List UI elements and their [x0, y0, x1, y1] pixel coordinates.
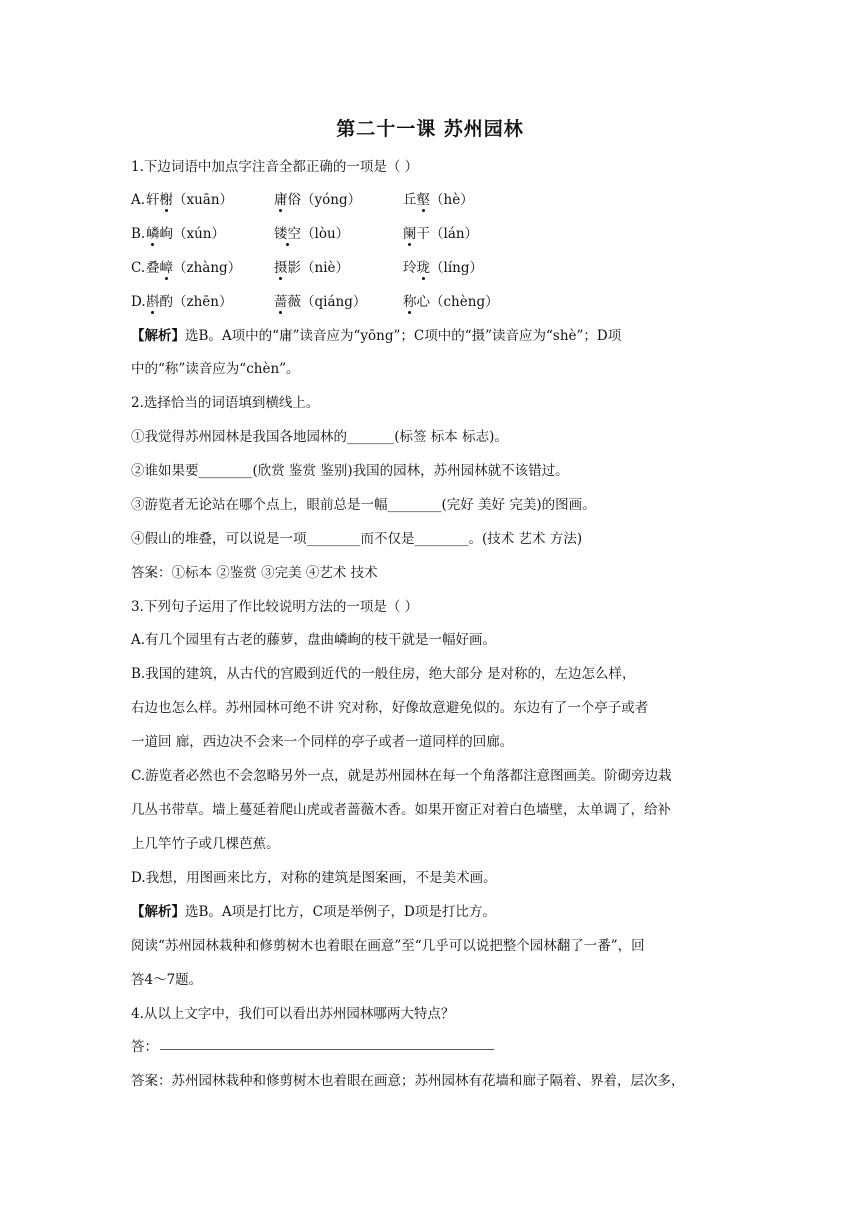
dotted-char: 珑: [416, 260, 430, 276]
option-word: 轩榭（xuān）: [146, 192, 234, 208]
q1-analysis-line-2: 中的“称”读音应为“chèn”。: [131, 361, 300, 377]
option-word: 斟酌（zhēn）: [146, 294, 233, 310]
dotted-char: 阑: [403, 226, 417, 242]
q3-option-b-line-1: B.我国的建筑，从古代的宫殿到近代的一般住房，绝大部分 是对称的，左边怎么样，: [131, 666, 636, 682]
q3-option-c-line-2: 几丛书带草。墙上蔓延着爬山虎或者蔷薇木香。如果开窗正对着白色墙壁，太单调了，给补: [131, 802, 671, 818]
q2-answer: 答案：①标本 ②鉴赏 ③完美 ④艺术 技术: [131, 565, 378, 581]
q3-option-a: A.有几个园里有古老的藤萝，盘曲嶙峋的枝干就是一幅好画。: [131, 632, 497, 648]
dotted-char: 壑: [416, 192, 430, 208]
q2-sentence-4: ④假山的堆叠，可以说是一项________而不仅是________。(技术 艺术 方法): [131, 531, 583, 547]
option-word: 镂空（lòu）: [274, 226, 350, 242]
option-label: D.: [131, 294, 146, 310]
q3-analysis: [131, 902, 496, 922]
option-word: 嶙峋（xún）: [146, 226, 226, 242]
q4-stem: 4.从以上文字中，我们可以看出苏州园林哪两大特点？: [131, 1006, 455, 1022]
q1-stem: 1.下边词语中加点字注音全都正确的一项是（ ）: [131, 159, 419, 175]
q4-answer-prompt: 答：: [131, 1039, 158, 1055]
option-label: A.: [131, 192, 146, 208]
analysis-text: 选B。A项中的“庸”读音应为“yōng”；C项中的“摄”读音应为“shè”；D项: [185, 328, 622, 344]
q2-stem: 2.选择恰当的词语填到横线上。: [131, 395, 320, 411]
option-label: B.: [131, 226, 146, 242]
option-word: 蔷薇（qiáng）: [274, 294, 367, 310]
dotted-char: 称: [403, 294, 417, 310]
option-word: 摄影（niè）: [274, 260, 350, 276]
q3-stem: 3.下列句子运用了作比较说明方法的一项是（ ）: [131, 599, 419, 615]
q2-sentence-1: ①我觉得苏州园林是我国各地园林的_______(标签 标本 标志)。: [131, 429, 508, 445]
option-word: 庸俗（yóng）: [274, 192, 362, 208]
page-title: 第二十一课 苏州园林: [336, 118, 524, 140]
q1-analysis-line-1: [131, 326, 621, 346]
option-word: 叠嶂（zhàng）: [146, 260, 242, 276]
answer-blank-line: [160, 1048, 494, 1050]
dotted-char: 斟: [146, 294, 160, 310]
dotted-char: 蔷: [274, 294, 288, 310]
analysis-tag: 【解析】: [131, 904, 185, 920]
option-word: 称心（chèng）: [403, 294, 499, 310]
analysis-text: 选B。A项是打比方，C项是举例子，D项是打比方。: [185, 904, 496, 920]
reading-instruction-line-2: 答4～7题。: [131, 972, 203, 988]
dotted-char: 摄: [274, 260, 288, 276]
dotted-char: 庸: [274, 192, 288, 208]
option-word: 玲珑（líng）: [403, 260, 483, 276]
q2-sentence-2: ②谁如果要________(欣赏 鉴赏 鉴别)我国的园林，苏州园林就不该错过。: [131, 463, 569, 479]
dotted-char: 嶙: [146, 226, 160, 242]
dotted-char: 嶂: [159, 260, 173, 276]
reading-instruction-line-1: 阅读“苏州园林栽种和修剪树木也着眼在画意”至“几乎可以说把整个园林翻了一番”，回: [131, 938, 645, 954]
option-word: 丘壑（hè）: [403, 192, 474, 208]
q3-option-c-line-1: C.游览者必然也不会忽略另外一点，就是苏州园林在每一个角落都注意图画美。阶砌旁边栽: [131, 768, 672, 784]
q2-sentence-3: ③游览者无论站在哪个点上，眼前总是一幅________(完好 美好 完美)的图画。: [131, 497, 596, 513]
q4-answer: 答案：苏州园林栽种和修剪树木也着眼在画意；苏州园林有花墙和廊子隔着、界着，层次多，: [131, 1073, 685, 1089]
q3-option-b-line-2: 右边也怎么样。苏州园林可绝不讲 究对称，好像故意避免似的。东边有了一个亭子或者: [131, 700, 649, 716]
q3-option-b-line-3: 一道回 廊，西边决不会来一个同样的亭子或者一道同样的回廊。: [131, 734, 514, 750]
option-label: C.: [131, 260, 146, 276]
analysis-tag: 【解析】: [131, 328, 185, 344]
q3-option-d: D.我想，用图画来比方，对称的建筑是图案画，不是美术画。: [131, 870, 497, 886]
dotted-char: 榭: [159, 192, 173, 208]
option-word: 阑干（lán）: [403, 226, 479, 242]
q3-option-c-line-3: 上几竿竹子或几棵芭蕉。: [131, 836, 280, 852]
